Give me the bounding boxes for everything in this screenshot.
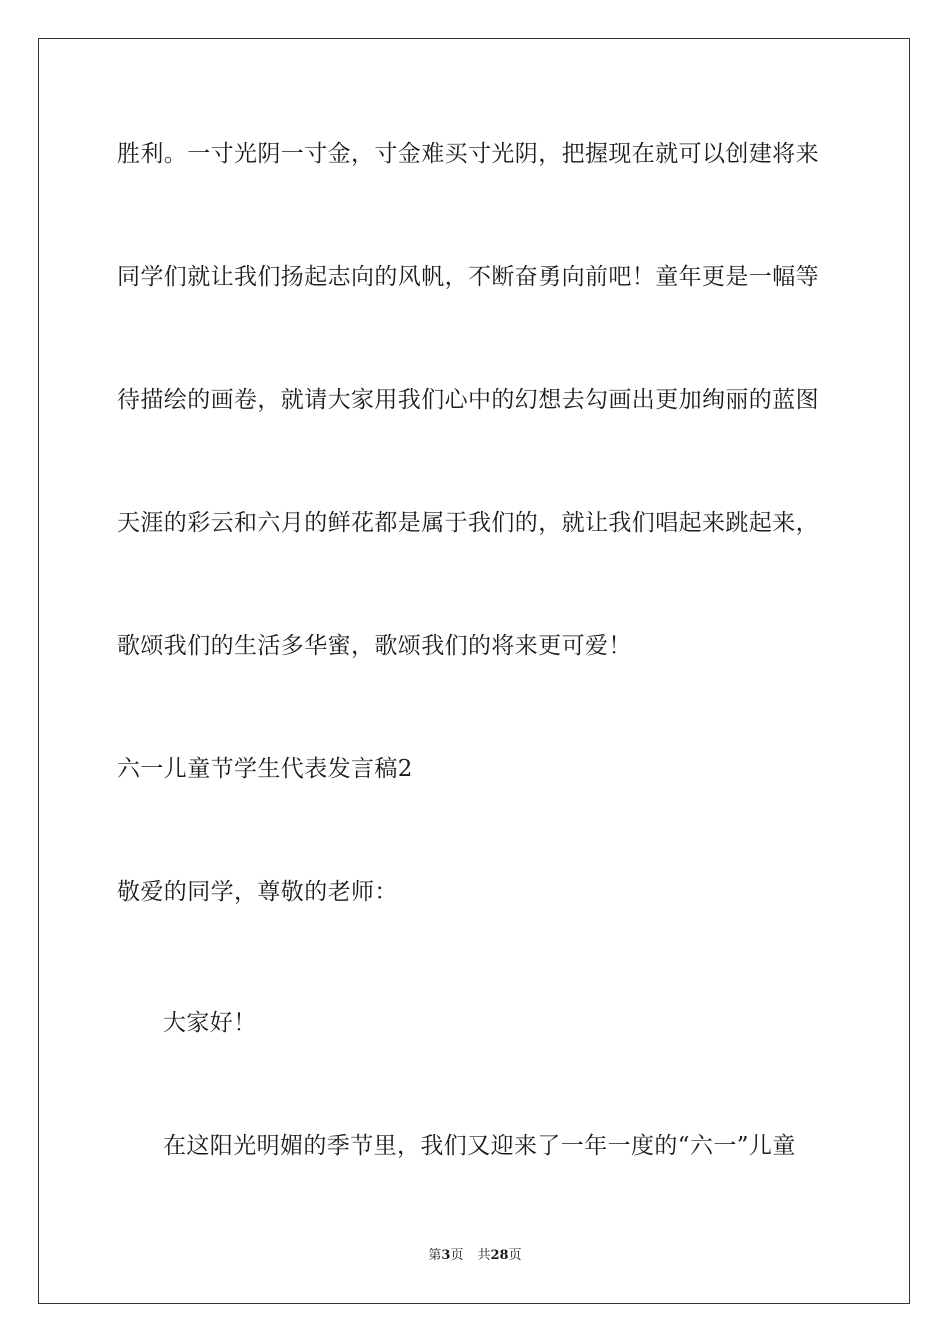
body-line-5: 歌颂我们的生活多华蜜，歌颂我们的将来更可爱！: [117, 633, 632, 659]
page-prefix: 第: [428, 1248, 442, 1263]
total-pages: 28: [490, 1248, 509, 1263]
greeting: 大家好！: [163, 1010, 257, 1036]
body-line-3: 待描绘的画卷，就请大家用我们心中的幻想去勾画出更加绚丽的蓝图: [117, 387, 819, 413]
page-footer: [0, 1247, 950, 1265]
body-line-6: 在这阳光明媚的季节里，我们又迎来了一年一度的“六一”儿童: [163, 1133, 796, 1159]
body-line-2: 同学们就让我们扬起志向的风帆，不断奋勇向前吧！童年更是一幅等: [117, 264, 819, 290]
total-prefix: 共: [477, 1248, 491, 1263]
salutation: 敬爱的同学，尊敬的老师：: [117, 879, 398, 905]
total-suffix: 页: [508, 1248, 522, 1263]
page-number: 3: [441, 1248, 451, 1263]
body-line-4: 天涯的彩云和六月的鲜花都是属于我们的，就让我们唱起来跳起来，: [117, 510, 819, 536]
page-suffix: 页: [450, 1248, 464, 1263]
page-border: [38, 38, 910, 1304]
section-heading: 六一儿童节学生代表发言稿2: [117, 756, 413, 782]
body-line-1: 胜利。一寸光阴一寸金，寸金难买寸光阴，把握现在就可以创建将来: [117, 141, 819, 167]
